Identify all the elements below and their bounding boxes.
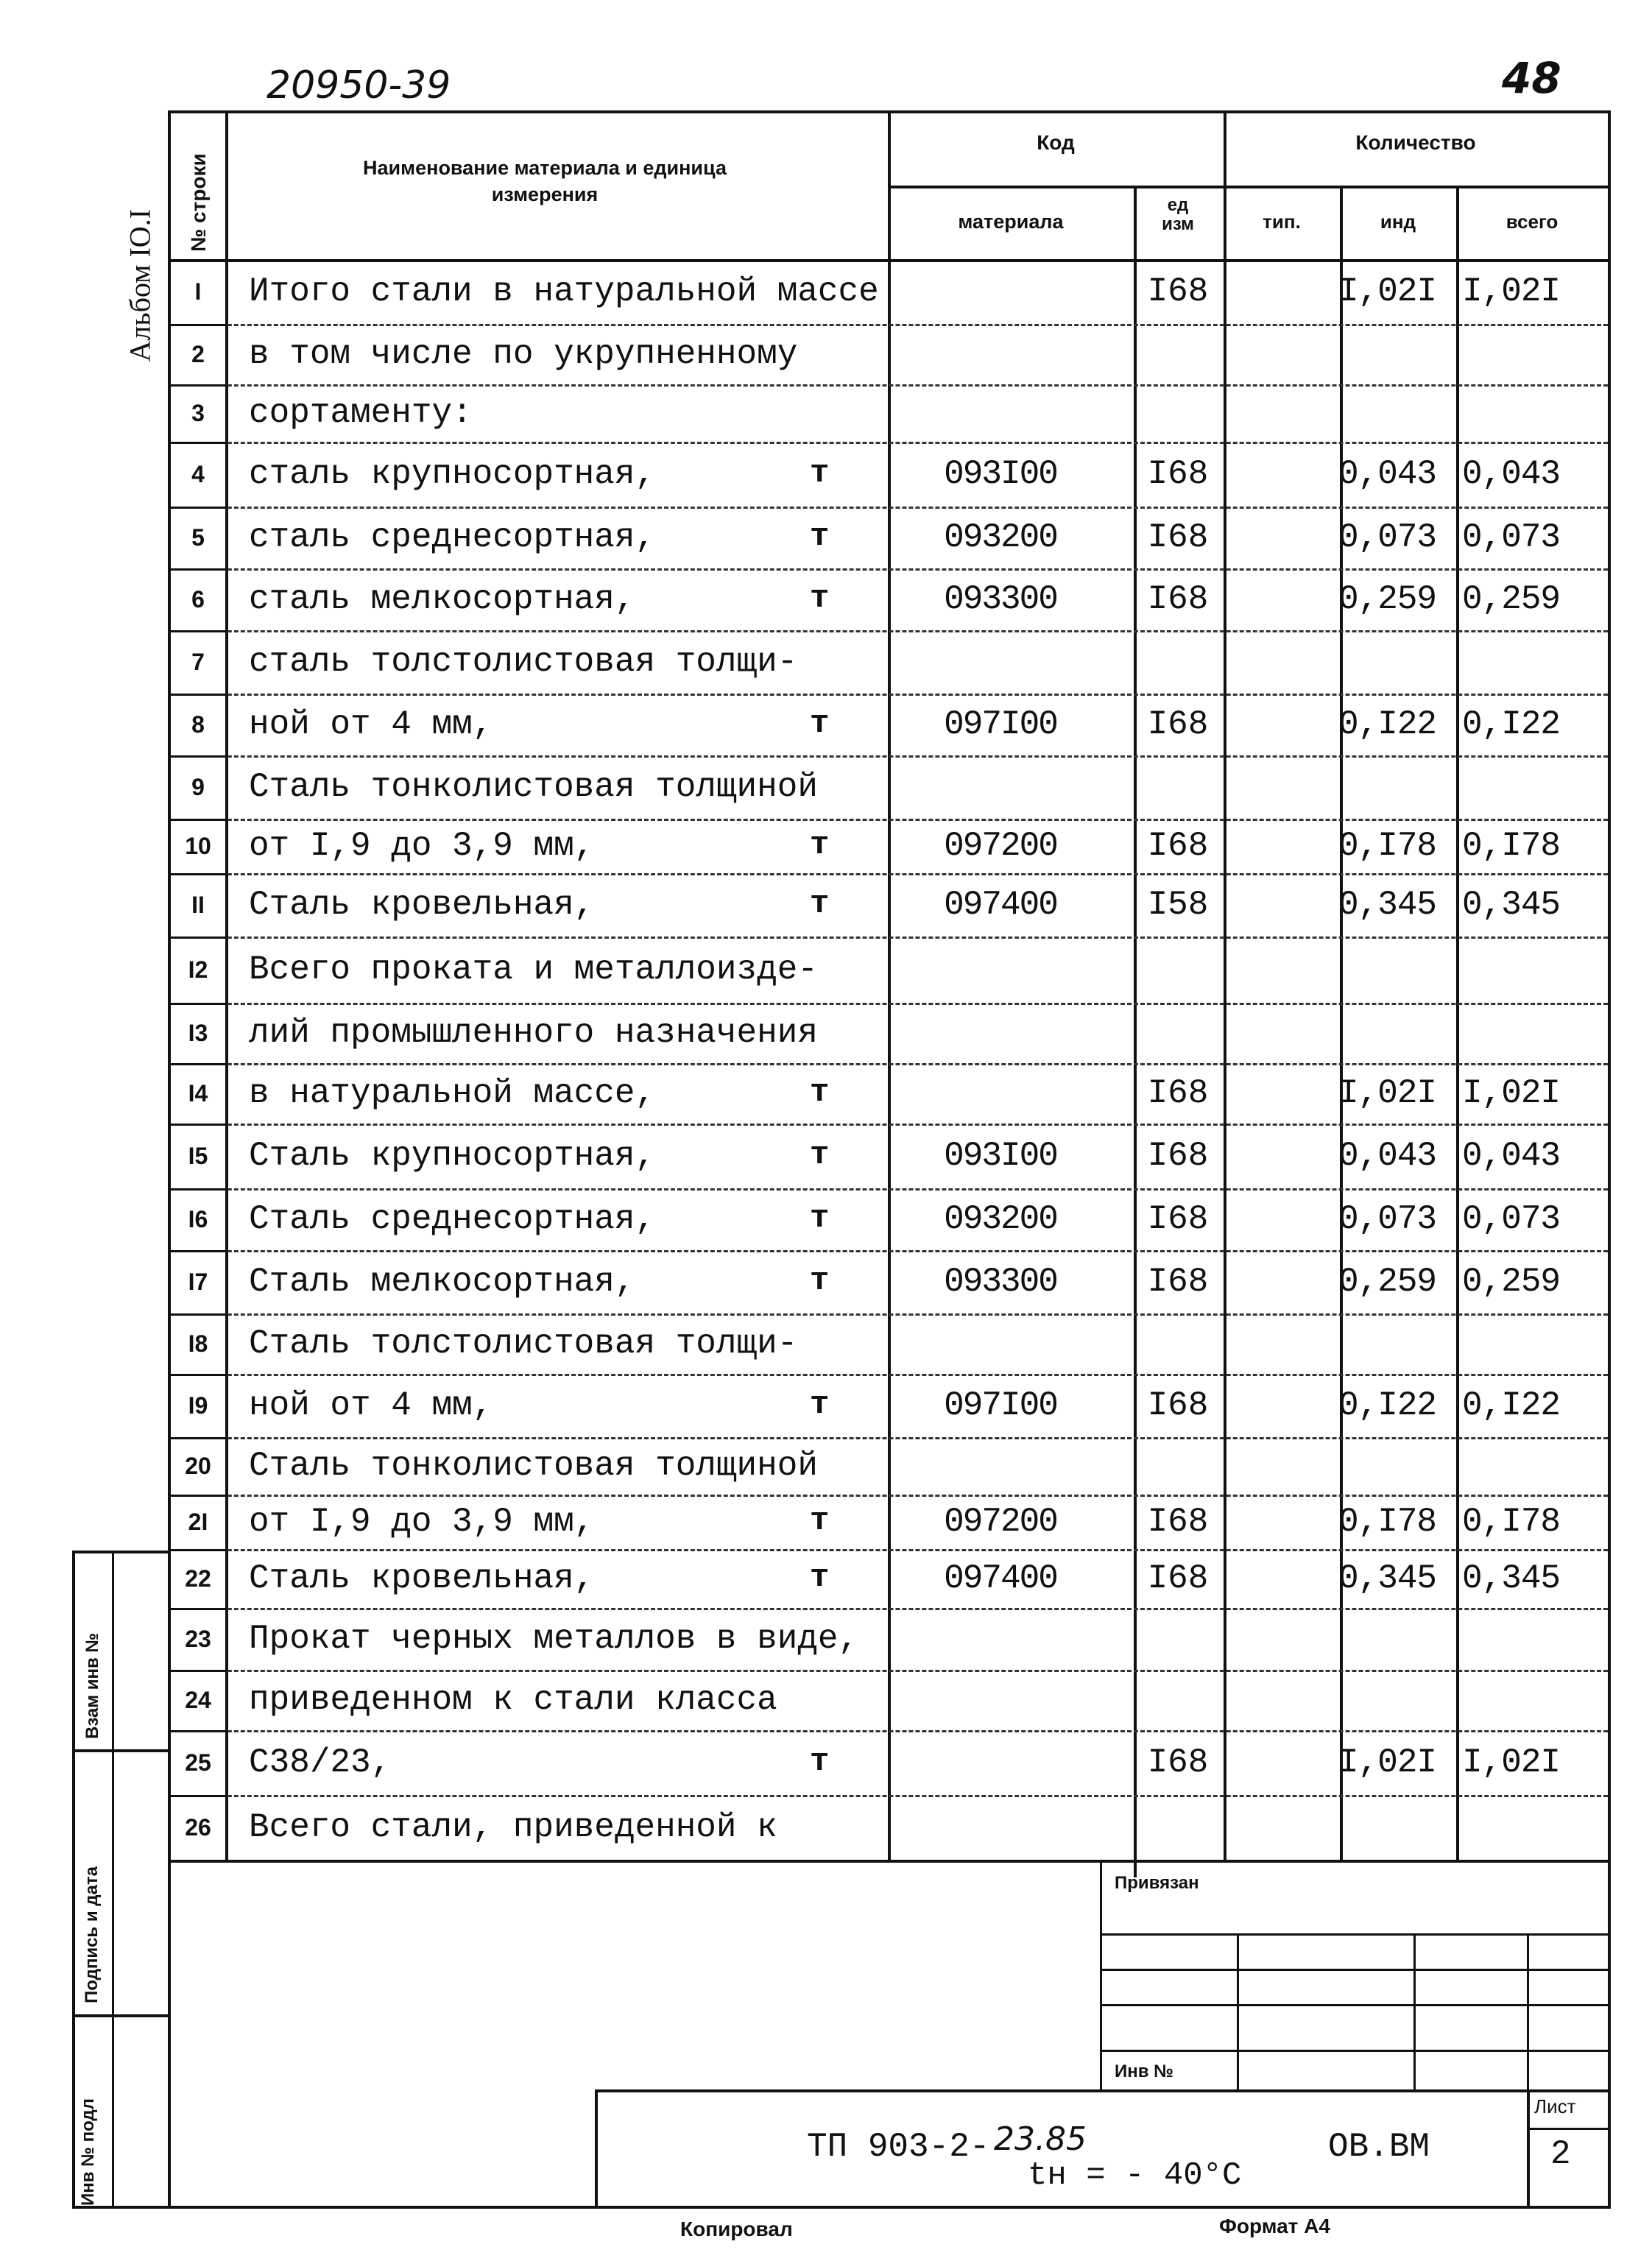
row-divider [168,1608,1608,1610]
qty-total: 0,259 [1462,1263,1561,1301]
unit-code: I68 [1147,827,1209,865]
unit-of-measure: т [810,1386,830,1423]
unit-of-measure: т [810,827,830,864]
header-code-group: Код [1037,131,1075,154]
material-code: 097200 [944,827,1057,865]
qty-total: 0,345 [1462,886,1561,924]
material-name: в том числе по укрупненному [249,335,798,373]
row-number: I4 [188,1080,208,1107]
material-name: сталь мелкосортная, [249,580,635,618]
stamp-inv-podl: Инв № подл [78,2098,98,2206]
row-divider [168,1730,1608,1732]
row-number: 22 [185,1565,211,1592]
header-qty-typ: тип. [1263,211,1301,233]
unit-of-measure: т [810,1263,830,1299]
doc-code-handwritten: 23.85 [994,2120,1087,2158]
qty-individual: I,02I [1338,1743,1437,1782]
qty-total: 0,I22 [1462,1386,1561,1425]
material-code: 097I00 [944,1386,1057,1425]
row-number-divider [168,1003,227,1005]
material-name: Сталь тонколистовая толщиной [249,1447,818,1485]
material-name: лий промышленного назначения [249,1014,818,1052]
qty-individual: 0,073 [1338,518,1437,557]
row-divider [168,694,1608,696]
row-number: I7 [188,1269,208,1295]
qty-individual: 0,073 [1338,1200,1437,1238]
row-number: I2 [188,956,208,983]
row-divider [168,819,1608,821]
qty-total: 0,259 [1462,580,1561,618]
row-number: I5 [188,1143,208,1169]
qty-individual: 0,043 [1338,1137,1437,1175]
row-number: 23 [185,1626,211,1652]
row-number-divider [168,568,227,571]
unit-code: I58 [1147,886,1209,924]
qty-individual: 0,259 [1338,580,1437,618]
row-number-divider [168,1670,227,1672]
qty-total: 0,043 [1462,1137,1561,1175]
row-divider [168,568,1608,571]
unit-of-measure: т [810,1074,830,1111]
row-divider [168,1670,1608,1672]
unit-code: I68 [1147,272,1209,311]
row-divider [168,1003,1608,1005]
unit-code: I68 [1147,1743,1209,1782]
qty-total: 0,I78 [1462,827,1561,865]
unit-of-measure: т [810,1559,830,1596]
material-name: в натуральной массе, [249,1074,656,1112]
material-name: Всего проката и металлоизде- [249,950,818,989]
row-divider [168,324,1608,326]
qty-total: I,02I [1462,1743,1561,1782]
row-number: 24 [185,1687,211,1713]
material-code: 093200 [944,518,1057,557]
qty-total: I,02I [1462,1074,1561,1112]
unit-code: I68 [1147,1137,1209,1175]
qty-individual: I,02I [1338,272,1437,311]
qty-individual: 0,I78 [1338,1503,1437,1541]
qty-individual: 0,259 [1338,1263,1437,1301]
material-name: сортаменту: [249,394,473,432]
unit-code: I68 [1147,518,1209,557]
row-number: 20 [185,1453,211,1479]
row-number-divider [168,1549,227,1551]
unit-code: I68 [1147,1559,1209,1598]
material-name: сталь среднесортная, [249,518,656,557]
row-number-divider [168,819,227,821]
sheet-label: Лист [1534,2095,1576,2117]
qty-total: I,02I [1462,272,1561,311]
row-number: I [194,278,202,305]
header-code-material: материала [958,211,1064,233]
material-code: 097I00 [944,705,1057,744]
header-qty-total: всего [1505,211,1559,233]
row-divider [168,1495,1608,1497]
row-number-divider [168,1313,227,1316]
unit-code: I68 [1147,1263,1209,1301]
unit-of-measure: т [810,455,830,492]
row-number: I3 [188,1020,208,1046]
material-name: Всего стали, приведенной к [249,1808,777,1846]
row-number-divider [168,873,227,875]
material-name: Сталь крупносортная, [249,1137,656,1175]
row-number-divider [168,1608,227,1610]
header-name: Наименование материала и единица измерения [363,157,727,205]
row-number-divider [168,1188,227,1191]
material-name: Сталь кровельная, [249,886,595,924]
unit-code: I68 [1147,580,1209,618]
row-number-divider [168,442,227,444]
material-name: от I,9 до 3,9 мм, [249,827,595,865]
row-number-divider [168,1124,227,1126]
row-divider [168,1795,1608,1797]
qty-individual: 0,345 [1338,1559,1437,1598]
row-number-divider [168,1730,227,1732]
row-divider [168,1063,1608,1065]
qty-total: 0,I22 [1462,705,1561,744]
row-divider [168,1374,1608,1376]
qty-total: 0,043 [1462,455,1561,493]
page-number: 48 [1502,53,1561,103]
binding-privyazan: Привязан [1115,1873,1199,1893]
row-number: 25 [185,1749,211,1776]
row-divider [168,1437,1608,1439]
material-name: приведенном к стали класса [249,1681,777,1719]
row-divider [168,1124,1608,1126]
material-name: ной от 4 мм, [249,1386,493,1425]
row-number: 2 [191,341,205,367]
row-divider [168,442,1608,444]
material-name: Сталь толстолистовая толщи- [249,1324,798,1363]
row-number: 2I [188,1509,208,1535]
footer-copied: Копировал [680,2218,793,2240]
material-code: 097200 [944,1503,1057,1541]
row-number-divider [168,507,227,509]
unit-code: I68 [1147,1074,1209,1112]
row-divider [168,755,1608,758]
binding-inv-no: Инв № [1115,2061,1173,2081]
unit-code: I68 [1147,705,1209,744]
row-divider [168,1313,1608,1316]
row-number-divider [168,384,227,387]
row-divider [168,507,1608,509]
qty-total: 0,073 [1462,1200,1561,1238]
row-number: 6 [191,586,205,613]
doc-code: ТП 903-2- [807,2128,990,2166]
row-number: 26 [185,1814,211,1841]
unit-code: I68 [1147,455,1209,493]
row-number-divider [168,1063,227,1065]
qty-total: 0,I78 [1462,1503,1561,1541]
row-divider [168,937,1608,939]
row-number-divider [168,755,227,758]
stamp-podpis-data: Подпись и дата [82,1866,102,2003]
material-name: Сталь среднесортная, [249,1200,656,1238]
row-divider [168,1250,1608,1252]
unit-of-measure: т [810,886,830,923]
handwritten-doc-number: 20950-39 [266,63,451,107]
row-number: I9 [188,1392,208,1419]
material-code: 097400 [944,1559,1057,1598]
material-code: 093I00 [944,1137,1057,1175]
section-code: ОВ.ВМ [1328,2128,1430,2166]
unit-code: I68 [1147,1200,1209,1238]
row-number-divider [168,1374,227,1376]
row-number: I8 [188,1330,208,1357]
row-number-divider [168,1795,227,1797]
material-name: сталь толстолистовая толщи- [249,643,798,681]
row-number: 3 [191,400,205,426]
material-name: Сталь мелкосортная, [249,1263,635,1301]
unit-of-measure: т [810,518,830,555]
stamp-vzam-inv: Взам инв № [82,1632,102,1739]
design-temperature: tн = - 40°С [1028,2157,1242,2194]
material-name: Сталь кровельная, [249,1559,595,1598]
sheet-number: 2 [1550,2135,1571,2173]
unit-of-measure: т [810,1743,830,1780]
qty-individual: 0,I22 [1338,705,1437,744]
row-divider [168,873,1608,875]
qty-individual: 0,345 [1338,886,1437,924]
row-number: 8 [191,711,205,738]
material-name: сталь крупносортная, [249,455,656,493]
material-name: Прокат черных металлов в виде, [249,1620,859,1658]
material-code: 093300 [944,580,1057,618]
row-number: 9 [191,774,205,800]
qty-individual: I,02I [1338,1074,1437,1112]
row-divider [168,1549,1608,1551]
row-number-divider [168,694,227,696]
row-number: II [191,892,205,918]
material-name: Сталь тонколистовая толщиной [249,768,818,806]
row-divider [168,384,1608,387]
material-code: 093300 [944,1263,1057,1301]
material-code: 093200 [944,1200,1057,1238]
unit-code: I68 [1147,1386,1209,1425]
album-label: Альбом IO.I [123,208,157,362]
header-code-unit: ед изм [1162,195,1194,234]
row-number: 10 [185,833,211,859]
row-number: 4 [191,461,205,487]
row-number: 5 [191,524,205,551]
qty-individual: 0,I78 [1338,827,1437,865]
qty-total: 0,073 [1462,518,1561,557]
row-number-divider [168,1250,227,1252]
row-number-divider [168,324,227,326]
qty-total: 0,345 [1462,1559,1561,1598]
row-number-divider [168,937,227,939]
material-name: С38/23, [249,1743,392,1782]
unit-code: I68 [1147,1503,1209,1541]
unit-of-measure: т [810,1503,830,1539]
material-name: от I,9 до 3,9 мм, [249,1503,595,1541]
header-qty-ind: инд [1380,211,1416,233]
material-code: 093I00 [944,455,1057,493]
row-divider [168,630,1608,632]
unit-of-measure: т [810,1137,830,1174]
row-divider [168,1188,1608,1191]
material-name: ной от 4 мм, [249,705,493,744]
material-code: 097400 [944,886,1057,924]
row-number: I6 [188,1206,208,1232]
unit-of-measure: т [810,580,830,617]
row-number-divider [168,1437,227,1439]
header-row-number: № строки [187,153,210,252]
row-number: 7 [191,649,205,675]
row-number-divider [168,630,227,632]
material-name: Итого стали в натуральной массе [249,272,879,311]
header-qty-group: Количество [1355,131,1476,154]
unit-of-measure: т [810,705,830,742]
unit-of-measure: т [810,1200,830,1237]
qty-individual: 0,I22 [1338,1386,1437,1425]
footer-format: Формат А4 [1219,2215,1330,2237]
row-number-divider [168,1495,227,1497]
qty-individual: 0,043 [1338,455,1437,493]
